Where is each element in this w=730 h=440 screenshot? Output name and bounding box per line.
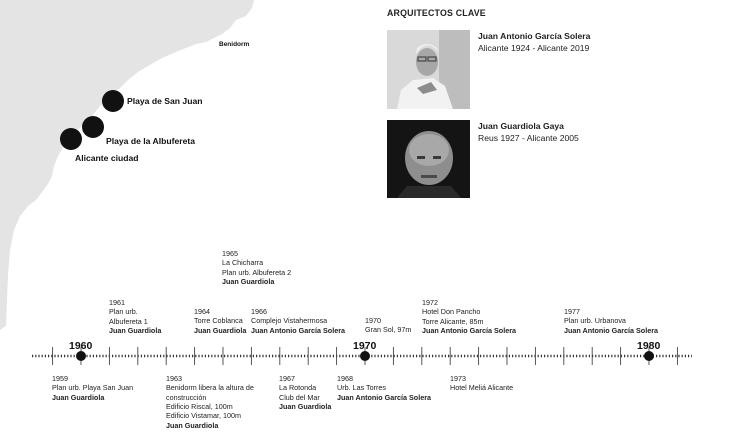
place-label-benidorm: Benidorm xyxy=(219,41,250,48)
timeline-event-1970 xyxy=(365,316,411,335)
event-text: Hotel Don Pancho xyxy=(422,307,481,317)
timeline-event-1965 xyxy=(222,249,291,286)
timeline-event-1959 xyxy=(52,374,133,402)
event-text: Complejo Vistahermosa xyxy=(251,316,328,326)
event-text: Benidorm libera la altura de xyxy=(166,383,254,393)
timeline-event-1972 xyxy=(422,298,516,335)
event-architect: Juan Antonio García Solera xyxy=(251,325,345,335)
event-year: 1966 xyxy=(251,307,267,316)
event-year: 1972 xyxy=(422,298,438,307)
event-year: 1967 xyxy=(279,374,295,383)
event-year: 1963 xyxy=(166,374,182,383)
event-year: 1961 xyxy=(109,298,125,307)
event-text: La Chicharra xyxy=(222,258,264,268)
architect-photo-garcia-solera xyxy=(387,30,470,109)
event-architect: Juan Guardiola xyxy=(222,277,275,287)
place-label-alicante: Alicante ciudad xyxy=(75,153,139,163)
event-year: 1959 xyxy=(52,374,68,383)
event-year: 1965 xyxy=(222,249,238,258)
event-architect: Juan Guardiola xyxy=(194,325,247,335)
timeline-event-1977 xyxy=(564,307,658,335)
event-year: 1973 xyxy=(450,374,466,383)
event-architect: Juan Antonio García Solera xyxy=(337,392,431,402)
decade-label: 1980 xyxy=(637,340,661,352)
architect-dates: Alicante 1924 - Alicante 2019 xyxy=(478,43,590,53)
timeline-event-1968 xyxy=(337,374,431,402)
event-architect: Juan Antonio García Solera xyxy=(422,326,516,336)
architect-dates: Reus 1927 - Alicante 2005 xyxy=(478,133,579,143)
marker-albufereta xyxy=(82,116,104,138)
timeline-event-1963 xyxy=(166,374,254,430)
event-text: Plan urb. Albufereta 2 xyxy=(222,267,292,277)
event-text: Edificio Riscal, 100m xyxy=(166,402,233,412)
decade-label: 1970 xyxy=(353,340,377,352)
decade-label: 1960 xyxy=(69,340,93,352)
decade-marker xyxy=(76,351,86,361)
marker-san-juan xyxy=(102,90,124,112)
event-text: Club del Mar xyxy=(279,392,320,402)
event-architect: Juan Guardiola xyxy=(279,402,332,412)
event-text: Plan urb. xyxy=(109,307,138,317)
event-architect: Juan Guardiola xyxy=(166,420,219,430)
marker-alicante xyxy=(60,128,82,150)
place-label-san-juan: Playa de San Juan xyxy=(127,96,203,106)
event-text: Plan urb. Urbanova xyxy=(564,316,626,326)
event-year: 1970 xyxy=(365,316,381,325)
event-architect: Juan Guardiola xyxy=(52,392,105,402)
decade-marker xyxy=(644,351,654,361)
architect-name: Juan Antonio García Solera xyxy=(478,31,591,41)
decade-marker xyxy=(360,351,370,361)
event-text: Torre Alicante, 85m xyxy=(422,316,484,326)
event-text: Torre Coblanca xyxy=(194,316,243,326)
event-year: 1968 xyxy=(337,374,353,383)
event-architect: Juan Antonio García Solera xyxy=(564,325,658,335)
place-label-albufereta: Playa de la Albufereta xyxy=(106,136,195,146)
architect-photo-guardiola xyxy=(387,120,470,198)
timeline-event-1966 xyxy=(251,307,345,335)
land-area xyxy=(0,0,254,330)
event-year: 1977 xyxy=(564,307,580,316)
timeline-event-1964 xyxy=(194,307,246,335)
event-text: Edificio Vistamar, 100m xyxy=(166,411,241,421)
architect-name: Juan Guardiola Gaya xyxy=(478,121,564,131)
timeline-event-1967 xyxy=(279,374,331,411)
event-text: Hotel Meliá Alicante xyxy=(450,383,514,393)
timeline-event-1973 xyxy=(450,374,513,393)
event-text: construcción xyxy=(166,392,207,402)
event-text: Plan urb. Playa San Juan xyxy=(52,383,134,393)
timeline-event-1961 xyxy=(109,298,161,335)
event-text: Albufereta 1 xyxy=(109,316,148,326)
event-text: Gran Sol, 97m xyxy=(365,325,412,335)
event-architect: Juan Guardiola xyxy=(109,326,162,336)
event-text: Urb. Las Torres xyxy=(337,383,386,393)
event-text: La Rotonda xyxy=(279,383,317,393)
architects-heading: ARQUITECTOS CLAVE xyxy=(387,8,486,18)
event-year: 1964 xyxy=(194,307,210,316)
